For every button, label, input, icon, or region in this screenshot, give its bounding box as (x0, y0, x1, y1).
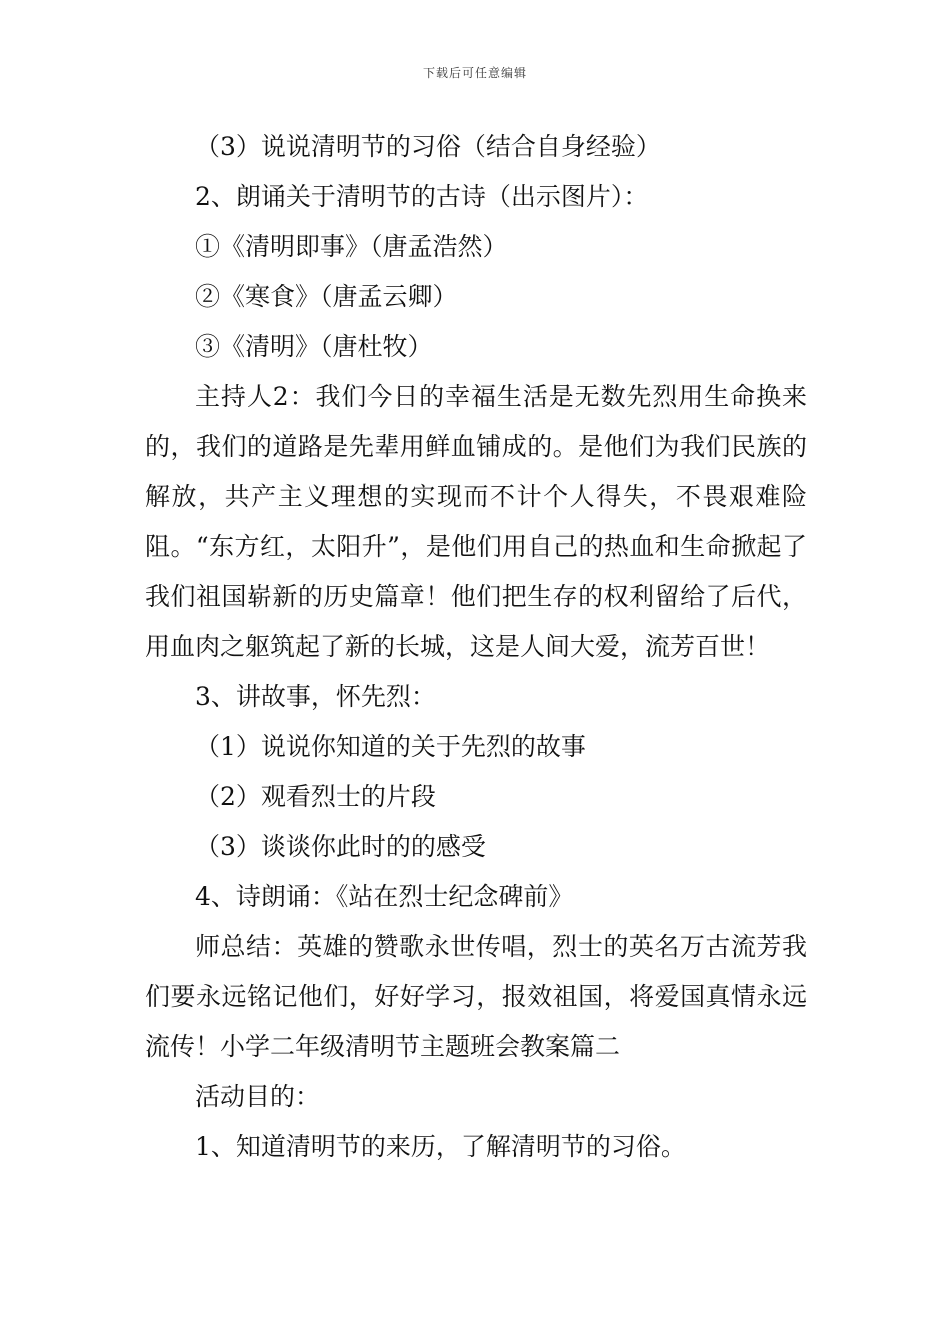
text-line: ③《清明》（唐杜牧） (195, 332, 433, 361)
text-line: ②《寒食》（唐孟云卿） (195, 282, 458, 311)
document-body (145, 122, 807, 1172)
text-line: （3）说说清明节的习俗（结合自身经验） (195, 132, 661, 161)
text-line: （3）谈谈你此时的的感受 (195, 832, 486, 861)
text-line: （1）说说你知道的关于先烈的故事 (195, 732, 586, 761)
text-line: （2）观看烈士的片段 (195, 782, 436, 811)
text-line: 3、讲故事，怀先烈： (195, 682, 436, 711)
text-line: 2、朗诵关于清明节的古诗（出示图片）： (195, 182, 649, 211)
teacher-summary-paragraph: 师总结：英雄的赞歌永世传唱，烈士的英名万古流芳我们要永远铭记他们，好好学习，报效祖国，将爱国真情永远流传！小学二年级清明节主题班会教案篇二 (145, 932, 807, 1061)
text-line: 1、知道清明节的来历，了解清明节的习俗。 (195, 1132, 686, 1161)
text-line: 4、诗朗诵：《站在烈士纪念碑前》 (195, 882, 574, 911)
text-line: 活动目的： (195, 1082, 321, 1111)
host-paragraph: 主持人2：我们今日的幸福生活是无数先烈用生命换来的，我们的道路是先辈用鲜血铺成的。是他们为我们民族的解放，共产主义理想的实现而不计个人得失，不畏艰难险阻。“东方红，太阳升”，是他们用自己的热血和生命掀起了我们祖国崭新的历史篇章！他们把生存的权利留给了后代，用血肉之躯筑起了新的长城，这是人间大爱，流芳百世！ (145, 382, 807, 661)
page-header-note: 下载后可任意编辑 (422, 66, 527, 80)
text-line: ①《清明即事》（唐孟浩然） (195, 232, 508, 261)
